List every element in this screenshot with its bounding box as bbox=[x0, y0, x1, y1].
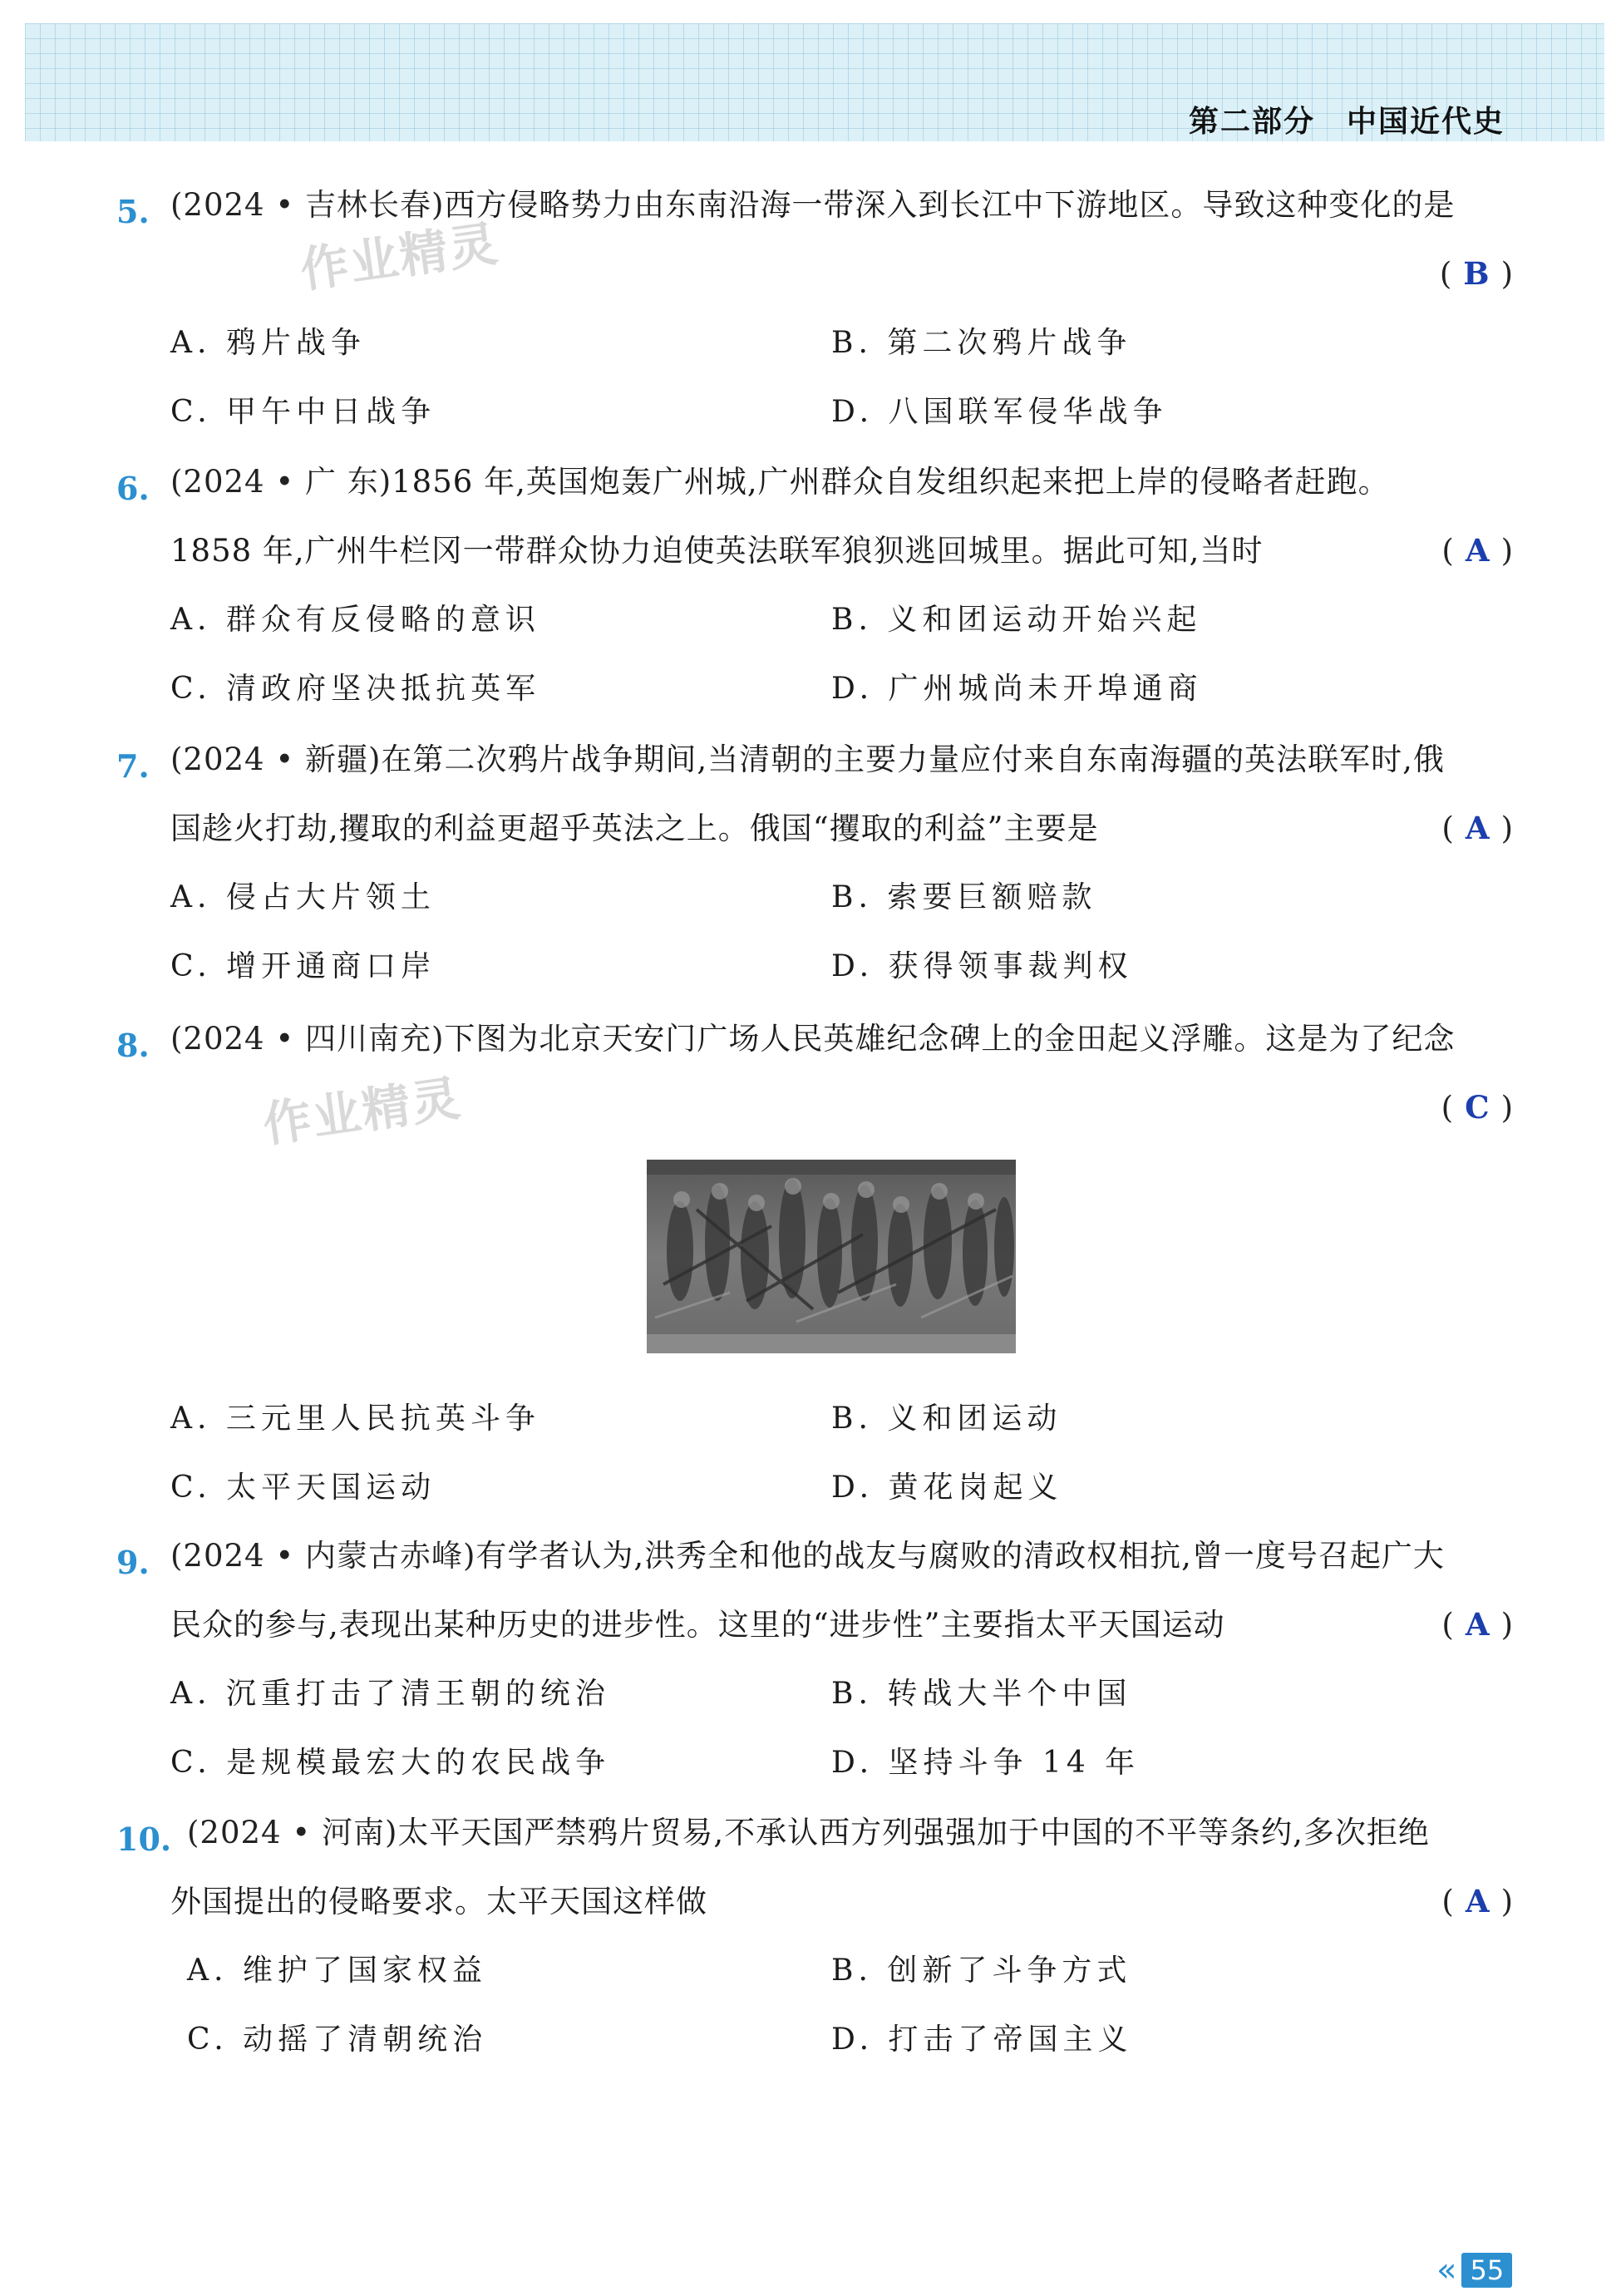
options-row bbox=[116, 654, 1513, 723]
options-row bbox=[116, 1659, 1513, 1728]
stem-text: 西方侵略势力由东南沿海一带深入到长江中下游地区。导致这种变化的是 bbox=[444, 187, 1456, 223]
option-b: B. 创新了斗争方式 bbox=[831, 1954, 1132, 1988]
option-a: A. 三元里人民抗英斗争 bbox=[170, 1402, 540, 1436]
options-row bbox=[116, 1728, 1513, 1797]
option-c: C. 太平天国运动 bbox=[170, 1471, 436, 1505]
question-stem bbox=[116, 1021, 1455, 1057]
answer-bracket: ( A ) bbox=[1441, 1883, 1513, 1919]
question-line bbox=[116, 725, 1513, 794]
stem-text: 1856 年,英国炮轰广州城,广州群众自发组织起来把上岸的侵略者赶跑。 bbox=[392, 464, 1390, 500]
question-stem bbox=[116, 1538, 1445, 1574]
answer-bracket: ( A ) bbox=[1441, 532, 1513, 569]
answer-bracket: ( A ) bbox=[1441, 1606, 1513, 1643]
watermark: 作业精灵 bbox=[259, 1069, 466, 1154]
question-10 bbox=[116, 1798, 1513, 2074]
answer-line bbox=[116, 1073, 1513, 1142]
question-stem bbox=[116, 464, 1390, 500]
question-number: 10. bbox=[116, 1821, 172, 1858]
watermark: 作业精灵 bbox=[297, 214, 503, 299]
question-stem bbox=[116, 187, 1455, 223]
option-b: B. 转战大半个中国 bbox=[831, 1677, 1132, 1711]
option-b: B. 第二次鸦片战争 bbox=[831, 326, 1132, 360]
option-c: C. 清政府坚决抵抗英军 bbox=[170, 672, 541, 706]
answer-line bbox=[116, 239, 1513, 308]
question-line bbox=[116, 1867, 1513, 1936]
question-line bbox=[116, 1004, 1513, 1073]
option-d: D. 黄花岗起义 bbox=[831, 1471, 1063, 1505]
question-source: (2024 • 新疆) bbox=[170, 742, 382, 777]
options-row bbox=[116, 585, 1513, 654]
section-title: 第二部分 中国近代史 bbox=[1188, 105, 1505, 139]
question-stem bbox=[116, 1815, 1430, 1850]
option-d: D. 广州城尚未开埠通商 bbox=[831, 672, 1203, 706]
option-a: A. 侵占大片领土 bbox=[170, 880, 436, 914]
question-source: (2024 • 吉林长春) bbox=[170, 187, 445, 223]
options-row bbox=[116, 377, 1513, 446]
option-b: B. 索要巨额赔款 bbox=[831, 880, 1097, 914]
question-number: 8. bbox=[116, 1027, 150, 1064]
answer-letter: A bbox=[1465, 810, 1490, 846]
question-9 bbox=[116, 1521, 1513, 1797]
answer-letter: A bbox=[1465, 532, 1490, 569]
option-a: A. 群众有反侵略的意识 bbox=[170, 603, 540, 637]
question-7 bbox=[116, 725, 1513, 1001]
question-number: 9. bbox=[116, 1544, 150, 1581]
answer-letter: A bbox=[1465, 1606, 1490, 1643]
question-line bbox=[116, 516, 1513, 585]
option-d: D. 获得领事裁判权 bbox=[831, 949, 1133, 983]
option-a: A. 沉重打击了清王朝的统治 bbox=[170, 1677, 610, 1711]
question-6 bbox=[116, 447, 1513, 723]
option-d: D. 打击了帝国主义 bbox=[831, 2023, 1133, 2057]
question-line bbox=[116, 1798, 1513, 1867]
question-source: (2024 • 四川南充) bbox=[170, 1021, 445, 1057]
options-row bbox=[116, 1936, 1513, 2005]
question-5 bbox=[116, 170, 1513, 446]
answer-letter: B bbox=[1463, 255, 1490, 292]
chevron-left-icon: « bbox=[1436, 2251, 1457, 2289]
options-row bbox=[116, 308, 1513, 377]
options-row bbox=[116, 932, 1513, 1001]
stem-text: 外国提出的侵略要求。太平天国这样做 bbox=[170, 1884, 707, 1919]
question-number: 5. bbox=[116, 193, 150, 230]
page-number-badge: 55 bbox=[1461, 2253, 1512, 2288]
answer-bracket: ( B ) bbox=[1439, 255, 1513, 292]
question-source: (2024 • 内蒙古赤峰) bbox=[170, 1538, 476, 1574]
option-d: D. 坚持斗争 14 年 bbox=[831, 1746, 1141, 1780]
answer-letter: A bbox=[1465, 1883, 1490, 1919]
question-line bbox=[116, 447, 1513, 516]
option-a: A. 维护了国家权益 bbox=[187, 1954, 487, 1988]
question-source: (2024 • 广 东) bbox=[170, 464, 392, 500]
options-row bbox=[116, 2005, 1513, 2074]
question-number: 7. bbox=[116, 747, 150, 785]
answer-bracket: ( A ) bbox=[1441, 810, 1513, 846]
question-number: 6. bbox=[116, 470, 150, 507]
answer-bracket: ( C ) bbox=[1441, 1089, 1513, 1126]
stem-text: 下图为北京天安门广场人民英雄纪念碑上的金田起义浮雕。这是为了纪念 bbox=[444, 1021, 1456, 1057]
stem-text: 有学者认为,洪秀全和他的战友与腐败的清政权相抗,曾一度号召起广大 bbox=[475, 1538, 1445, 1574]
question-source: (2024 • 河南) bbox=[187, 1815, 398, 1850]
options-row bbox=[116, 863, 1513, 932]
stem-text: 国趁火打劫,攫取的利益更超乎英法之上。俄国“攫取的利益”主要是 bbox=[170, 810, 1099, 846]
option-c: C. 动摇了清朝统治 bbox=[187, 2023, 488, 2057]
option-c: C. 甲午中日战争 bbox=[170, 395, 436, 429]
question-line bbox=[116, 1521, 1513, 1590]
option-b: B. 义和团运动 bbox=[831, 1402, 1062, 1436]
question-line bbox=[116, 1590, 1513, 1659]
stem-text: 在第二次鸦片战争期间,当清朝的主要力量应付来自东南海疆的英法联军时,俄 bbox=[381, 742, 1445, 777]
question-line bbox=[116, 170, 1513, 239]
question-line bbox=[116, 794, 1513, 863]
question-stem bbox=[116, 742, 1445, 777]
question-8 bbox=[116, 1004, 1513, 1142]
stem-text: 太平天国严禁鸦片贸易,不承认西方列强强加于中国的不平等条约,多次拒绝 bbox=[397, 1815, 1430, 1850]
stem-text: 民众的参与,表现出某种历史的进步性。这里的“进步性”主要指太平天国运动 bbox=[170, 1607, 1225, 1643]
options-row bbox=[116, 1384, 1513, 1453]
options-row bbox=[116, 1453, 1513, 1522]
option-c: C. 增开通商口岸 bbox=[170, 949, 436, 983]
page-number bbox=[1436, 2253, 1512, 2288]
stem-text: 1858 年,广州牛栏冈一带群众协力迫使英法联军狼狈逃回城里。据此可知,当时 bbox=[170, 533, 1264, 569]
option-d: D. 八国联军侵华战争 bbox=[831, 395, 1168, 429]
answer-letter: C bbox=[1465, 1089, 1490, 1126]
jintian-uprising-relief-image bbox=[647, 1160, 1016, 1353]
question-8-options bbox=[116, 1384, 1513, 1522]
option-c: C. 是规模最宏大的农民战争 bbox=[170, 1746, 611, 1780]
option-b: B. 义和团运动开始兴起 bbox=[831, 603, 1202, 637]
option-a: A. 鸦片战争 bbox=[170, 326, 366, 360]
